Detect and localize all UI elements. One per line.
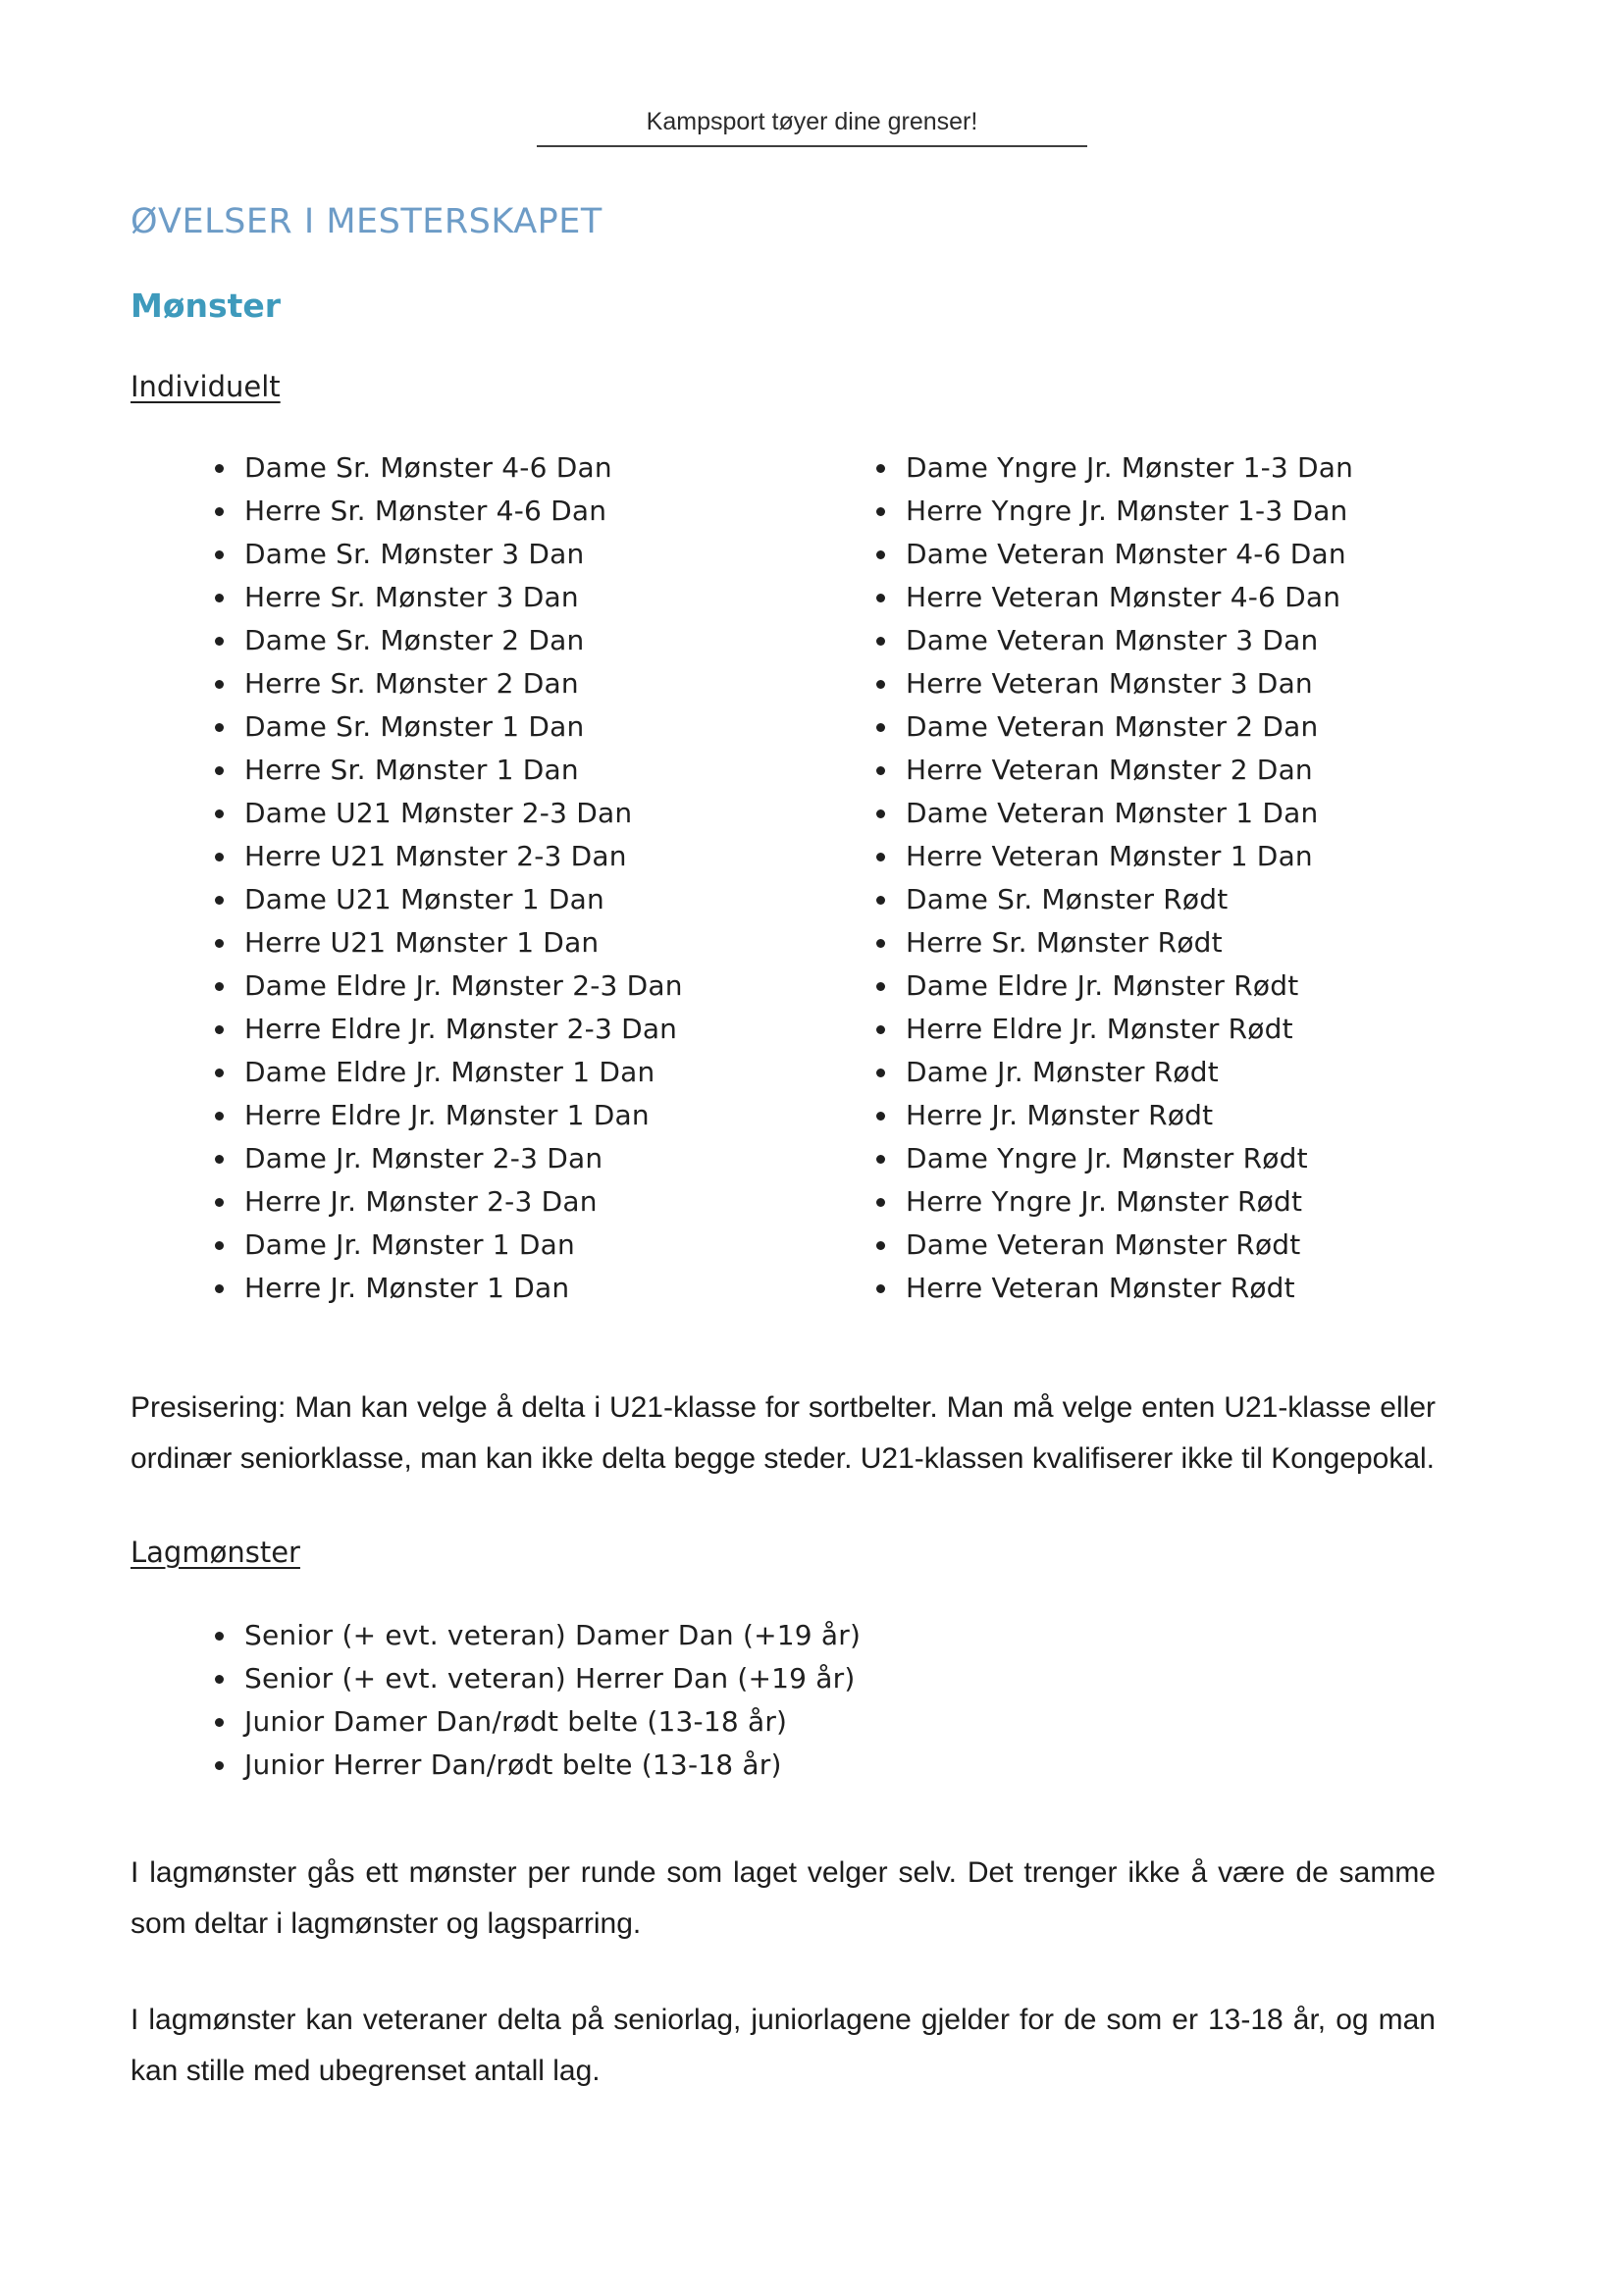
team-list [131,1614,873,1787]
list-item: • Dame Eldre Jr. Mønster 1 Dan [238,1051,873,1094]
list-item: • Herre Veteran Mønster 1 Dan [900,835,1436,878]
document-content [131,202,1436,2097]
page-title: ØVELSER I MESTERSKAPET [131,202,602,241]
list-item: • Dame Veteran Mønster 1 Dan [900,792,1436,835]
list-item: • Herre Veteran Mønster 4-6 Dan [900,576,1436,619]
list-item: • Dame Eldre Jr. Mønster 2-3 Dan [238,965,873,1008]
list-item: • Herre Jr. Mønster 1 Dan [238,1267,873,1310]
list-item: • Dame Sr. Mønster 3 Dan [238,533,873,576]
section-title-monster: Mønster [131,287,282,325]
list-item: • Dame Sr. Mønster 1 Dan [238,705,873,749]
list-item: • Dame Sr. Mønster 2 Dan [238,619,873,662]
list-item: • Dame Yngre Jr. Mønster Rødt [900,1137,1436,1180]
list-item: • Herre Yngre Jr. Mønster Rødt [900,1180,1436,1224]
list-item: • Dame Veteran Mønster 3 Dan [900,619,1436,662]
list-item: • Senior (+ evt. veteran) Damer Dan (+19 år) [238,1614,873,1657]
list-item: • Herre Jr. Mønster Rødt [900,1094,1436,1137]
list-item: • Dame U21 Mønster 2-3 Dan [238,792,873,835]
list-item: • Dame U21 Mønster 1 Dan [238,878,873,921]
list-item: • Dame Jr. Mønster Rødt [900,1051,1436,1094]
list-item: • Dame Sr. Mønster Rødt [900,878,1436,921]
header-motto: Kampsport tøyer dine grenser! [537,108,1088,147]
list-item: • Herre Veteran Mønster 2 Dan [900,749,1436,792]
list-item: • Herre Veteran Mønster 3 Dan [900,662,1436,705]
individual-lists [131,446,1436,1310]
subsection-lagmonster: Lagmønster [131,1536,300,1569]
list-item: • Dame Yngre Jr. Mønster 1-3 Dan [900,446,1436,490]
page-header [0,0,1624,147]
list-item: • Dame Veteran Mønster Rødt [900,1224,1436,1267]
team-paragraph-2: I lagmønster kan veteraner delta på seniorlag, juniorlagene gjelder for de som er 13-18 år, og man kan stille med ubegrenset antall lag. [131,2004,1436,2087]
individual-list-right [873,446,1436,1310]
list-item: • Dame Veteran Mønster 4-6 Dan [900,533,1436,576]
clarification-paragraph: Presisering: Man kan velge å delta i U21-klasse for sortbelter. Man må velge enten U21-klasse eller ordinær seniorklasse, man kan ikke delta begge steder. U21-klassen kvalifiserer ikke til Kongepokal. [131,1391,1436,1475]
subsection-individuelt: Individuelt [131,370,281,403]
list-item: • Herre Eldre Jr. Mønster 2-3 Dan [238,1008,873,1051]
list-item: • Senior (+ evt. veteran) Herrer Dan (+19 år) [238,1657,873,1700]
list-item: • Herre Yngre Jr. Mønster 1-3 Dan [900,490,1436,533]
list-item: • Dame Sr. Mønster 4-6 Dan [238,446,873,490]
list-item: • Herre U21 Mønster 1 Dan [238,921,873,965]
list-item: • Herre Sr. Mønster 3 Dan [238,576,873,619]
individual-list-left [131,446,873,1310]
list-item: • Dame Jr. Mønster 1 Dan [238,1224,873,1267]
list-item: • Herre Veteran Mønster Rødt [900,1267,1436,1310]
list-item: • Herre Sr. Mønster Rødt [900,921,1436,965]
list-item: • Herre Sr. Mønster 1 Dan [238,749,873,792]
list-item: • Junior Herrer Dan/rødt belte (13-18 år) [238,1744,873,1787]
list-item: • Herre Sr. Mønster 4-6 Dan [238,490,873,533]
list-item: • Herre Sr. Mønster 2 Dan [238,662,873,705]
list-item: • Herre U21 Mønster 2-3 Dan [238,835,873,878]
list-item: • Dame Eldre Jr. Mønster Rødt [900,965,1436,1008]
team-paragraph-1: I lagmønster gås ett mønster per runde som laget velger selv. Det trenger ikke å være de samme som deltar i lagmønster og lagsparring. [131,1856,1436,1940]
list-item: • Herre Eldre Jr. Mønster 1 Dan [238,1094,873,1137]
list-item: • Dame Jr. Mønster 2-3 Dan [238,1137,873,1180]
list-item: • Dame Veteran Mønster 2 Dan [900,705,1436,749]
list-item: • Herre Jr. Mønster 2-3 Dan [238,1180,873,1224]
list-item: • Herre Eldre Jr. Mønster Rødt [900,1008,1436,1051]
list-item: • Junior Damer Dan/rødt belte (13-18 år) [238,1700,873,1744]
